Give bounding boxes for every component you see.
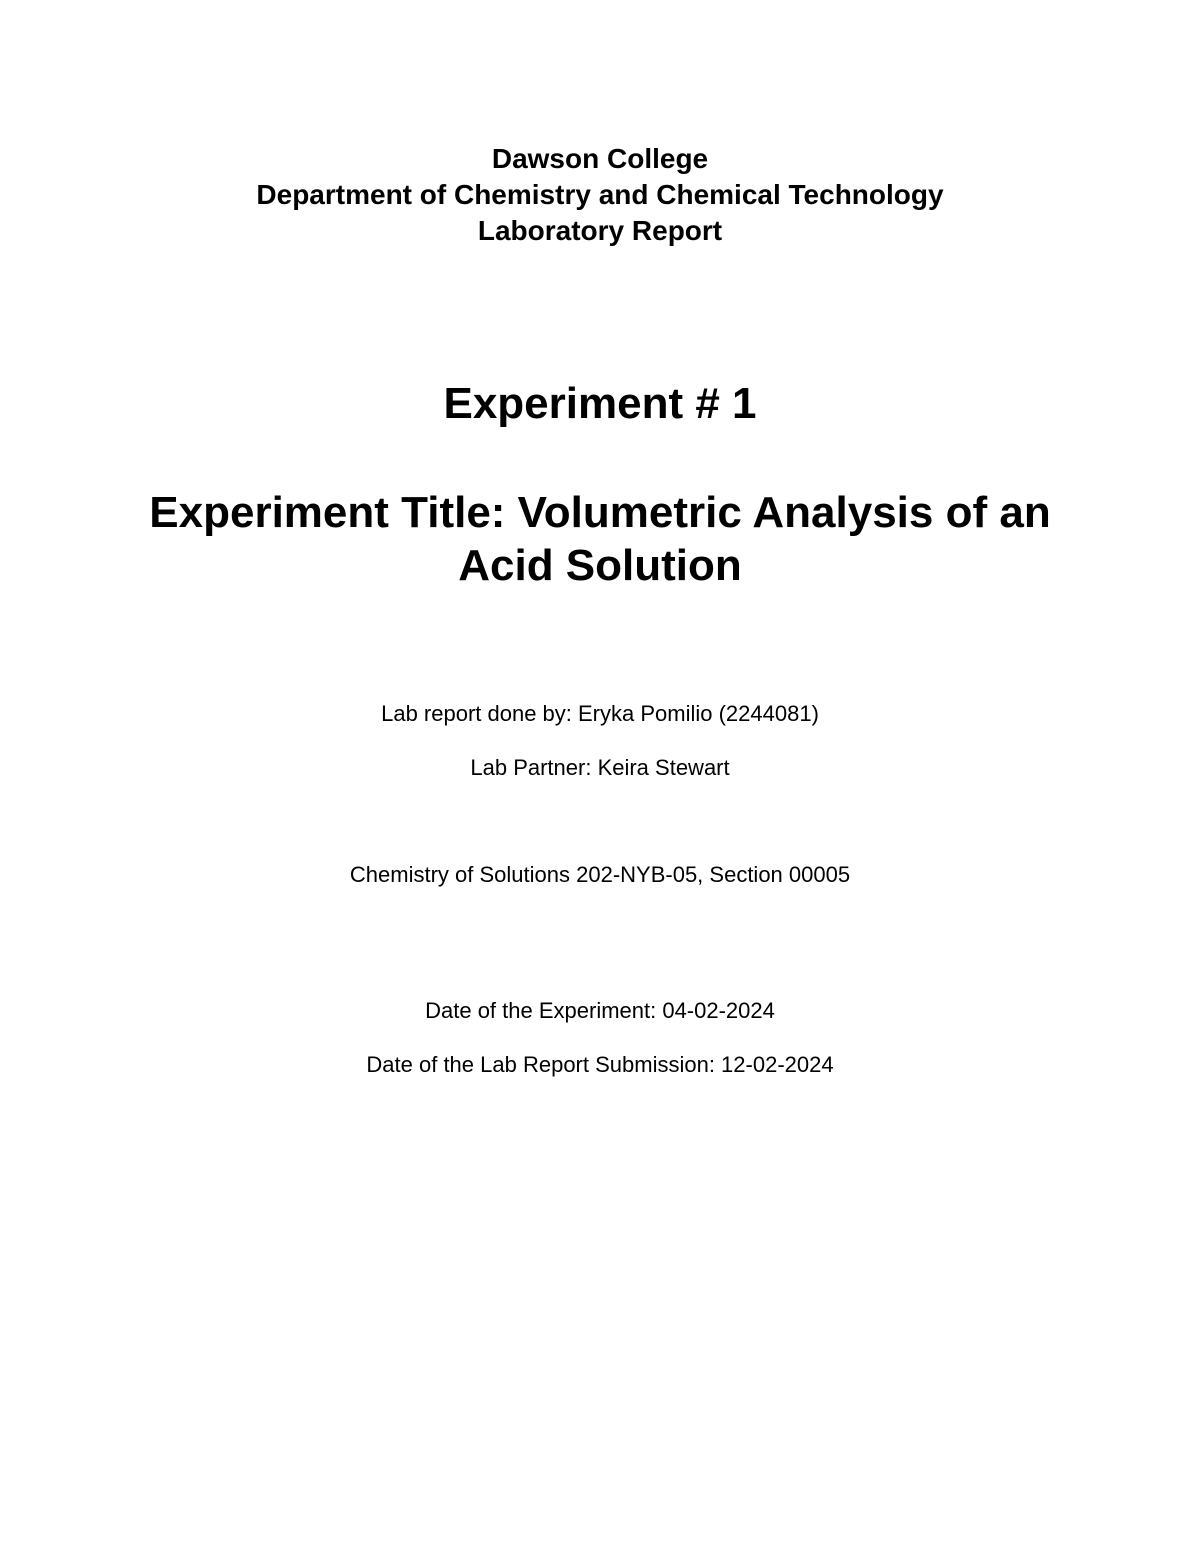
- author-line: Lab report done by: Eryka Pomilio (2244081): [381, 701, 819, 726]
- department-name: Department of Chemistry and Chemical Technology: [256, 179, 944, 210]
- title-page-header: [0, 141, 1200, 249]
- submission-date-line: Date of the Lab Report Submission: 12-02-2024: [366, 1052, 834, 1077]
- report-type: Laboratory Report: [477, 215, 723, 246]
- experiment-title: Experiment Title: Volumetric Analysis of an Acid Solution: [149, 488, 1051, 590]
- college-name: Dawson College: [491, 143, 709, 174]
- experiment-date-line: Date of the Experiment: 04-02-2024: [425, 998, 775, 1023]
- course-line: Chemistry of Solutions 202-NYB-05, Section 00005: [349, 862, 851, 887]
- lab-partner-line: Lab Partner: Keira Stewart: [470, 755, 730, 780]
- experiment-number: Experiment # 1: [443, 379, 757, 428]
